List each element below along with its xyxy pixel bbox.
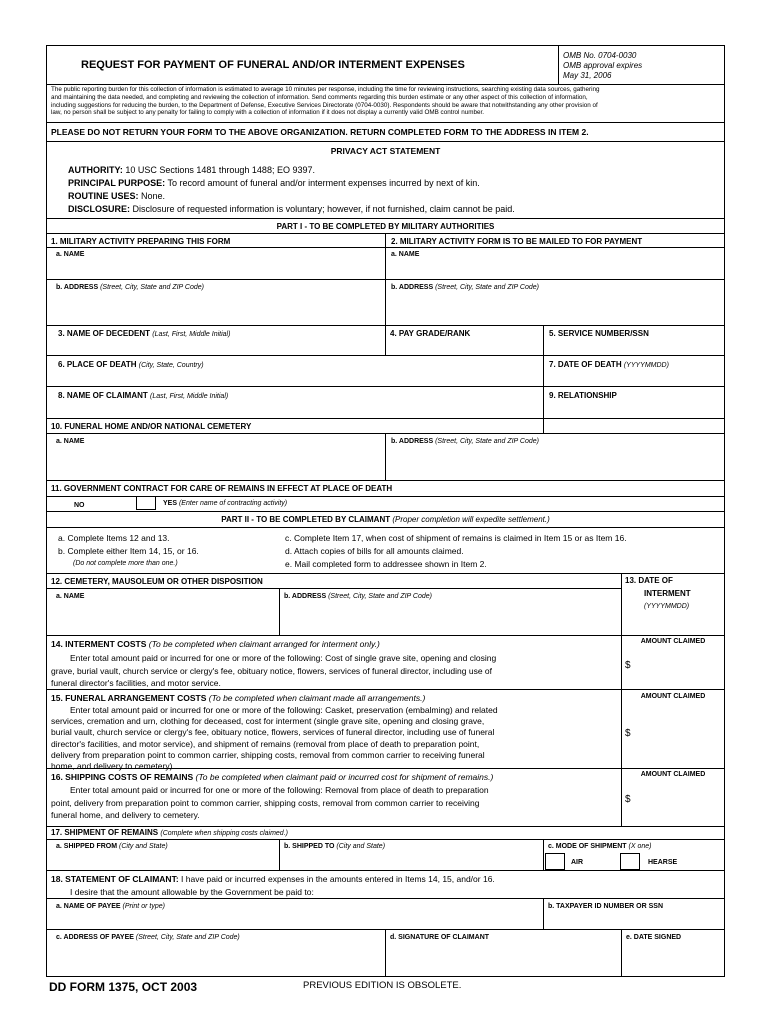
item1-name-field[interactable]: a. NAME [56, 251, 85, 258]
item14-title: 14. INTERMENT COSTS (To be completed when claimant arranged for interment only.) [51, 639, 380, 649]
item2-address-field[interactable]: b. ADDRESS (Street, City, State and ZIP Code) [391, 284, 539, 291]
item14-amount-field[interactable]: $ [625, 660, 631, 671]
privacy-title: PRIVACY ACT STATEMENT [330, 146, 441, 156]
item15-title: 15. FUNERAL ARRANGEMENT COSTS (To be completed when claimant made all arrangements.) [51, 693, 426, 703]
part1-title: PART I - TO BE COMPLETED BY MILITARY AUTHORITIES [276, 222, 495, 231]
instruction-b: b. Complete either Item 14, 15, or 16. [58, 546, 199, 556]
contract-no-checkbox[interactable] [136, 496, 156, 510]
item13-label-b: INTERMENT [644, 589, 691, 598]
hearse-checkbox[interactable] [620, 853, 640, 870]
item1-address-field[interactable]: b. ADDRESS (Street, City, State and ZIP Code) [56, 284, 204, 291]
funeral-home-address-field[interactable]: b. ADDRESS (Street, City, State and ZIP Code) [391, 438, 539, 445]
item16-title: 16. SHIPPING COSTS OF REMAINS (To be completed when claimant paid or incurred cost for shipment of remains.) [51, 772, 494, 782]
relationship-field[interactable]: 9. RELATIONSHIP [549, 391, 617, 400]
instruction-c: c. Complete Item 17, when cost of shipment of remains is claimed in Item 15 or as Item 16. [285, 533, 627, 543]
item13-label-a: 13. DATE OF [625, 576, 673, 585]
omb-expires: OMB approval expires [563, 61, 643, 70]
form-id: DD FORM 1375, OCT 2003 [49, 980, 198, 994]
claimant-signature-field[interactable]: d. SIGNATURE OF CLAIMANT [390, 934, 490, 941]
item13-hint: (YYYYMMDD) [644, 603, 690, 610]
item16-amount-label: AMOUNT CLAIMED [640, 771, 706, 778]
item12-label: 12. CEMETERY, MAUSOLEUM OR OTHER DISPOSITION [51, 577, 263, 586]
instruction-d: d. Attach copies of bills for all amounts claimed. [285, 546, 464, 556]
shipped-to-field[interactable]: b. SHIPPED TO (City and State) [284, 843, 386, 850]
place-of-death-field[interactable]: 6. PLACE OF DEATH (City, State, Country) [58, 360, 204, 369]
omb-date: May 31, 2006 [563, 71, 612, 80]
item2-name-field[interactable]: a. NAME [391, 251, 420, 258]
cemetery-address-field[interactable]: b. ADDRESS (Street, City, State and ZIP Code) [284, 593, 432, 600]
part2-title: PART II - TO BE COMPLETED BY CLAIMANT (Proper completion will expedite settlement.) [221, 515, 550, 524]
item16-text: Enter total amount paid or incurred for one or more of the following: Removal from place of death to preparation point, delivery from preparation point to common carrier, shipping costs, removal from common carrier to receiving funeral home, and delivery to cemetery. [51, 785, 489, 820]
taxpayer-id-field[interactable]: b. TAXPAYER ID NUMBER OR SSN [548, 903, 663, 910]
instruction-b-hint: (Do not complete more than one.) [73, 560, 178, 567]
routine-uses: ROUTINE USES: None. [68, 191, 166, 201]
omb-number: OMB No. 0704-0030 [563, 51, 637, 60]
authority: AUTHORITY: 10 USC Sections 1481 through 1488; EO 9397. [68, 165, 315, 175]
item11-label: 11. GOVERNMENT CONTRACT FOR CARE OF REMAINS IN EFFECT AT PLACE OF DEATH [51, 484, 393, 493]
form-frame [46, 45, 725, 977]
item15-amount-label: AMOUNT CLAIMED [640, 693, 706, 700]
item16-amount-field[interactable]: $ [625, 794, 631, 805]
item1-label: 1. MILITARY ACTIVITY PREPARING THIS FORM [51, 237, 231, 246]
item18-statement-2: I desire that the amount allowable by the Government be paid to: [70, 887, 314, 897]
principal-purpose: PRINCIPAL PURPOSE: To record amount of funeral and/or interment expenses incurred by next of kin. [68, 178, 480, 188]
pay-grade-field[interactable]: 4. PAY GRADE/RANK [390, 329, 471, 338]
instruction-a: a. Complete Items 12 and 13. [58, 533, 170, 543]
decedent-name-field[interactable]: 3. NAME OF DECEDENT (Last, First, Middle Initial) [58, 329, 231, 338]
contract-yes-label: YES (Enter name of contracting activity) [163, 500, 288, 507]
burden-statement: The public reporting burden for this collection of information is estimated to average 10 minutes per response, including the time for reviewing instructions, searching existing data sources, gathering and maintaining the data needed, and completing and reviewing the collection of information. Send comments regarding this burden estimate or any other aspect of this collection of information, including suggestions for reducing the burden, to the Department of Defense, Executive Services Directorate (0704-0030). Respondents should be aware that notwithstanding any other provision of law, no person shall be subject to any penalty for failing to comply with a collection of information if it does not display a currently valid OMB control number. [51, 86, 600, 117]
item2-label: 2. MILITARY ACTIVITY FORM IS TO BE MAILED TO FOR PAYMENT [391, 237, 643, 246]
instruction-e: e. Mail completed form to addressee shown in Item 2. [285, 559, 487, 569]
item14-amount-label: AMOUNT CLAIMED [640, 638, 706, 645]
payee-address-field[interactable]: c. ADDRESS OF PAYEE (Street, City, State and ZIP Code) [56, 934, 240, 941]
funeral-home-name-field[interactable]: a. NAME [56, 438, 85, 445]
item15-amount-field[interactable]: $ [625, 728, 631, 739]
payee-name-field[interactable]: a. NAME OF PAYEE (Print or type) [56, 903, 165, 910]
item15-text: Enter total amount paid or incurred for one or more of the following: Casket, preservation (embalming) and related services, cremation and urn, clothing for deceased, cost for interment (single grave site, opening and closing grave, burial vault, church service or clergy's fee, obituary notice, flowers, services of funeral director, including use of funeral director's facilities, and motor service), and shipment of remains (removal from place of death to preparation point, delivery from preparation point to common carrier, shipping costs, removal from common carrier to receiving funeral home, and delivery to cemetery). [51, 705, 498, 772]
item14-text: Enter total amount paid or incurred for one or more of the following: Cost of single grave site, opening and closing grave, burial vault, church service or clergy's fee, obituary notice, flowers, services of funeral director, including use of funeral director's facilities, and motor service. [51, 653, 497, 688]
service-number-field[interactable]: 5. SERVICE NUMBER/SSN [549, 329, 649, 338]
disclosure: DISCLOSURE: Disclosure of requested information is voluntary; however, if not furnished, claim cannot be paid. [68, 204, 515, 214]
form-title: REQUEST FOR PAYMENT OF FUNERAL AND/OR INTERMENT EXPENSES [81, 59, 465, 71]
shipped-from-field[interactable]: a. SHIPPED FROM (City and State) [56, 843, 168, 850]
item10-label: 10. FUNERAL HOME AND/OR NATIONAL CEMETERY [51, 422, 252, 431]
cemetery-name-field[interactable]: a. NAME [56, 593, 85, 600]
claimant-name-field[interactable]: 8. NAME OF CLAIMANT (Last, First, Middle Initial) [58, 391, 229, 400]
date-of-death-field[interactable]: 7. DATE OF DEATH (YYYYMMDD) [549, 360, 669, 369]
item17-title: 17. SHIPMENT OF REMAINS (Complete when shipping costs claimed.) [51, 828, 288, 837]
hearse-label: HEARSE [648, 859, 678, 866]
return-notice: PLEASE DO NOT RETURN YOUR FORM TO THE ABOVE ORGANIZATION. RETURN COMPLETED FORM TO THE ADDRESS IN ITEM 2. [51, 127, 589, 137]
contract-no-label: NO [74, 502, 85, 509]
air-checkbox[interactable] [545, 853, 565, 870]
previous-edition-note: PREVIOUS EDITION IS OBSOLETE. [303, 980, 462, 991]
interment-date-field[interactable] [622, 616, 724, 635]
mode-label: c. MODE OF SHIPMENT (X one) [548, 843, 652, 850]
date-signed-field[interactable]: e. DATE SIGNED [626, 934, 682, 941]
air-label: AIR [571, 859, 584, 866]
item18-statement: 18. STATEMENT OF CLAIMANT: I have paid or incurred expenses in the amounts entered in Items 14, 15, and/or 16. [51, 874, 495, 884]
